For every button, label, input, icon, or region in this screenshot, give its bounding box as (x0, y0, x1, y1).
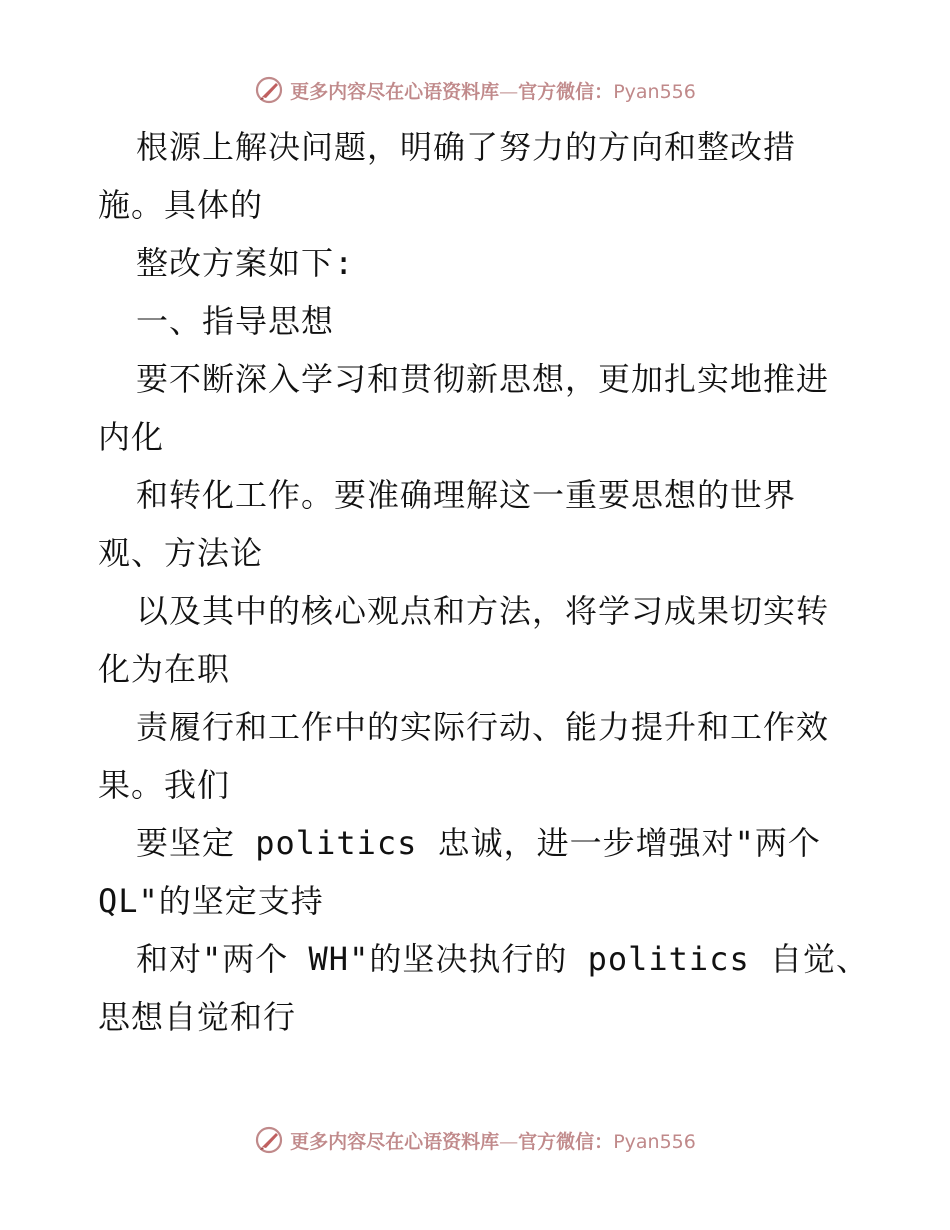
text-line: 施。具体的 (98, 186, 264, 224)
footer-watermark (0, 1120, 950, 1160)
text-line: 责履行和工作中的实际行动、能力提升和工作效 (136, 708, 830, 746)
quill-pen-logo-icon (254, 75, 284, 105)
text-line: 观、方法论 (98, 534, 264, 572)
text-line: 以及其中的核心观点和方法，将学习成果切实转 (136, 592, 830, 630)
document-body (98, 118, 869, 1046)
quill-pen-logo-icon (254, 1125, 284, 1155)
text-line: 一、指导思想 (136, 302, 335, 340)
text-line: 思想自觉和行 (98, 998, 297, 1036)
text-line: 根源上解决问题，明确了努力的方向和整改措 (136, 128, 797, 166)
watermark-text: 更多内容尽在心语资料库—官方微信：Pyan556 (290, 1130, 696, 1153)
header-watermark (0, 70, 950, 110)
text-line: 整改方案如下: (136, 244, 355, 282)
text-line: 内化 (98, 418, 165, 456)
text-line: 要不断深入学习和贯彻新思想，更加扎实地推进 (136, 360, 830, 398)
text-line: 果。我们 (98, 766, 231, 804)
text-line: 和对"两个 WH"的坚决执行的 politics 自觉、 (136, 940, 869, 978)
text-line: 和转化工作。要准确理解这一重要思想的世界 (136, 476, 797, 514)
text-line: QL"的坚定支持 (98, 882, 324, 920)
text-line: 化为在职 (98, 650, 231, 688)
text-line: 要坚定 politics 忠诚，进一步增强对"两个 (136, 824, 821, 862)
watermark-text: 更多内容尽在心语资料库—官方微信：Pyan556 (290, 80, 696, 103)
